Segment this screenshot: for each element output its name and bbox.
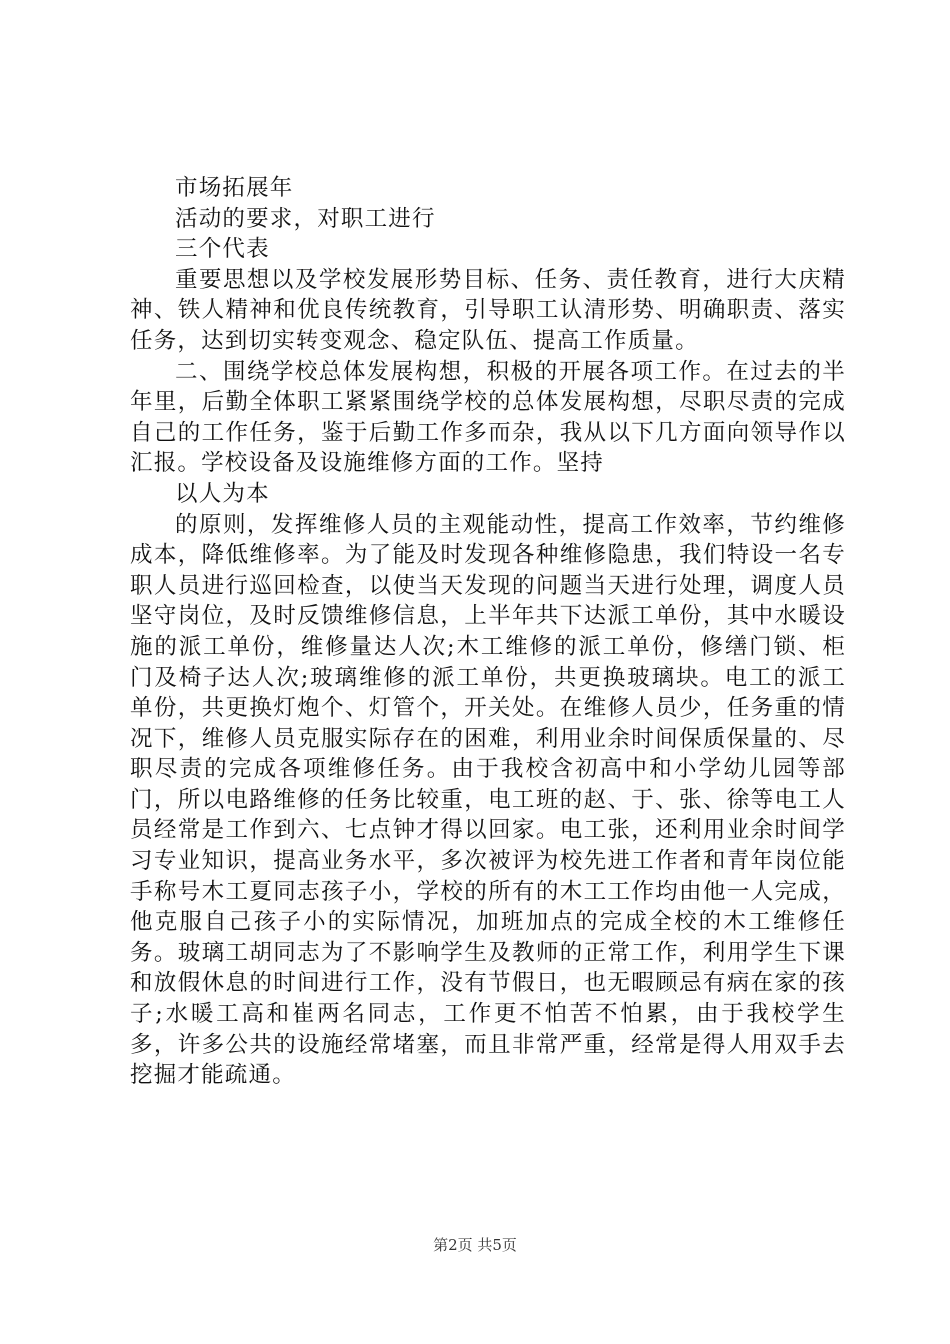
- document-body: [130, 173, 846, 1091]
- paragraph-5: 二、围绕学校总体发展构想，积极的开展各项工作。在过去的半年里，后勤全体职工紧紧围绕学校的总体发展构想，尽职尽责的完成自己的工作任务，鉴于后勤工作多而杂，我从以下几方面向领导作以汇报。学校设备及设施维修方面的工作。坚持: [130, 358, 846, 477]
- paragraph-2: 活动的要求，对职工进行: [175, 205, 436, 232]
- page-footer: 第2页 共5页: [433, 1236, 517, 1254]
- paragraph-6: 以人为本: [175, 480, 270, 507]
- paragraph-7: 的原则，发挥维修人员的主观能动性，提高工作效率，节约维修成本，降低维修率。为了能及时发现各种维修隐患，我们特设一名专职人员进行巡回检查，以使当天发现的问题当天进行处理，调度人员坚守岗位，及时反馈维修信息，上半年共下达派工单份，其中水暖设施的派工单份，维修量达人次;木工维修的派工单份，修缮门锁、柜门及椅子达人次;玻璃维修的派工单份，共更换玻璃块。电工的派工单份，共更换灯炮个、灯管个，开关处。在维修人员少，任务重的情况下，维修人员克服实际存在的困难，利用业余时间保质保量的、尽职尽责的完成各项维修任务。由于我校含初高中和小学幼儿园等部门，所以电路维修的任务比较重，电工班的赵、于、张、徐等电工人员经常是工作到六、七点钟才得以回家。电工张，还利用业余时间学习专业知识，提高业务水平，多次被评为校先进工作者和青年岗位能手称号木工夏同志孩子小，学校的所有的木工工作均由他一人完成，他克服自己孩子小的实际情况，加班加点的完成全校的木工维修任务。玻璃工胡同志为了不影响学生及教师的正常工作，利用学生下课和放假休息的时间进行工作，没有节假日，也无暇顾忌有病在家的孩子;水暖工高和崔两名同志，工作更不怕苦不怕累，由于我校学生多，许多公共的设施经常堵塞，而且非常严重，经常是得人用双手去挖掘才能疏通。: [130, 511, 846, 1089]
- paragraph-3: 三个代表: [175, 236, 270, 263]
- paragraph-4: 重要思想以及学校发展形势目标、任务、责任教育，进行大庆精神、铁人精神和优良传统教育，引导职工认清形势、明确职责、落实任务，达到切实转变观念、稳定队伍、提高工作质量。: [130, 266, 846, 354]
- paragraph-1: 市场拓展年: [175, 175, 294, 201]
